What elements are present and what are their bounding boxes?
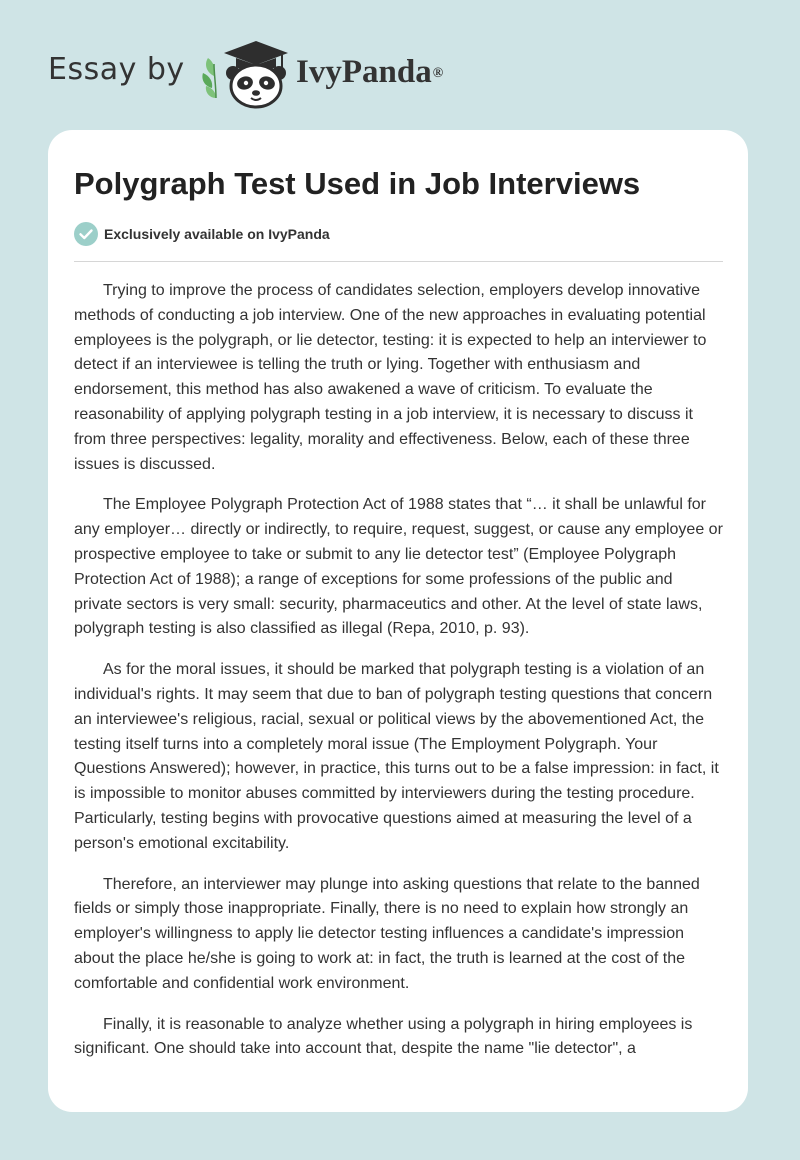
exclusive-label: Exclusively available on IvyPanda — [104, 226, 330, 242]
paragraph: Trying to improve the process of candidates selection, employers develop innovative methods of conducting a job interview. One of the new approaches in evaluating potential employees is the polygraph, or lie detector, testing: it is expected to help an interviewer to detect if an interviewee is telling the truth or lying. Together with enthusiasm and endorsement, this method has also awakened a wave of criticism. To evaluate the reasonability of applying polygraph testing in a job interview, it is necessary to discuss it from three perspectives: legality, morality and effectiveness. Below, each of these three issues is discussed. — [74, 282, 707, 473]
check-circle-icon — [74, 222, 98, 246]
panda-logo-icon[interactable] — [200, 36, 292, 110]
paragraph: As for the moral issues, it should be marked that polygraph testing is a violation of an individual's rights. It may seem that due to ban of polygraph testing questions that concern an interviewee's religious, racial, sexual or political views by the abovementioned Act, the testing itself turns into a completely moral issue (The Employment Polygraph. Your Questions Answered); however, in practice, this turns out to be a false impression: in fact, it is impossible to monitor abuses committed by interviewers during the testing procedure. Particularly, testing begins with provocative questions aimed at measuring the level of a person's emotional excitability. — [74, 661, 719, 852]
site-header — [0, 0, 800, 130]
article-body — [74, 279, 724, 1078]
paragraph: Therefore, an interviewer may plunge into asking questions that relate to the banned fields or simply those inappropriate. Finally, there is no need to explain how strongly an employer's willingness to apply lie detector testing influences a candidate's impression about the place he/she is going to work at: in fact, the truth is learned at the cost of the comfortable and confidential work environment. — [74, 875, 700, 992]
essay-by-label: Essay by — [48, 52, 185, 87]
article-card — [48, 130, 748, 1112]
brand-name[interactable]: IvyPanda® — [296, 54, 444, 90]
paragraph: The Employee Polygraph Protection Act of 1988 states that “… it shall be unlawful for any employer… directly or indirectly, to require, request, suggest, or cause any employee or prospective employee to take or submit to any lie detector test” (Employee Polygraph Protection Act of 1988); a range of exceptions for some professions of the public and private sectors is very small: security, pharmaceutics and other. At the level of state laws, polygraph testing is also classified as illegal (Repa, 2010, p. 93). — [74, 496, 723, 638]
exclusive-badge — [74, 222, 330, 246]
article-title: Polygraph Test Used in Job Interviews — [74, 166, 641, 201]
registered-mark: ® — [432, 66, 444, 81]
divider — [74, 261, 723, 262]
paragraph: Finally, it is reasonable to analyze whether using a polygraph in hiring employees is significant. One should take into account that, despite the name "lie detector", a — [74, 1015, 693, 1058]
